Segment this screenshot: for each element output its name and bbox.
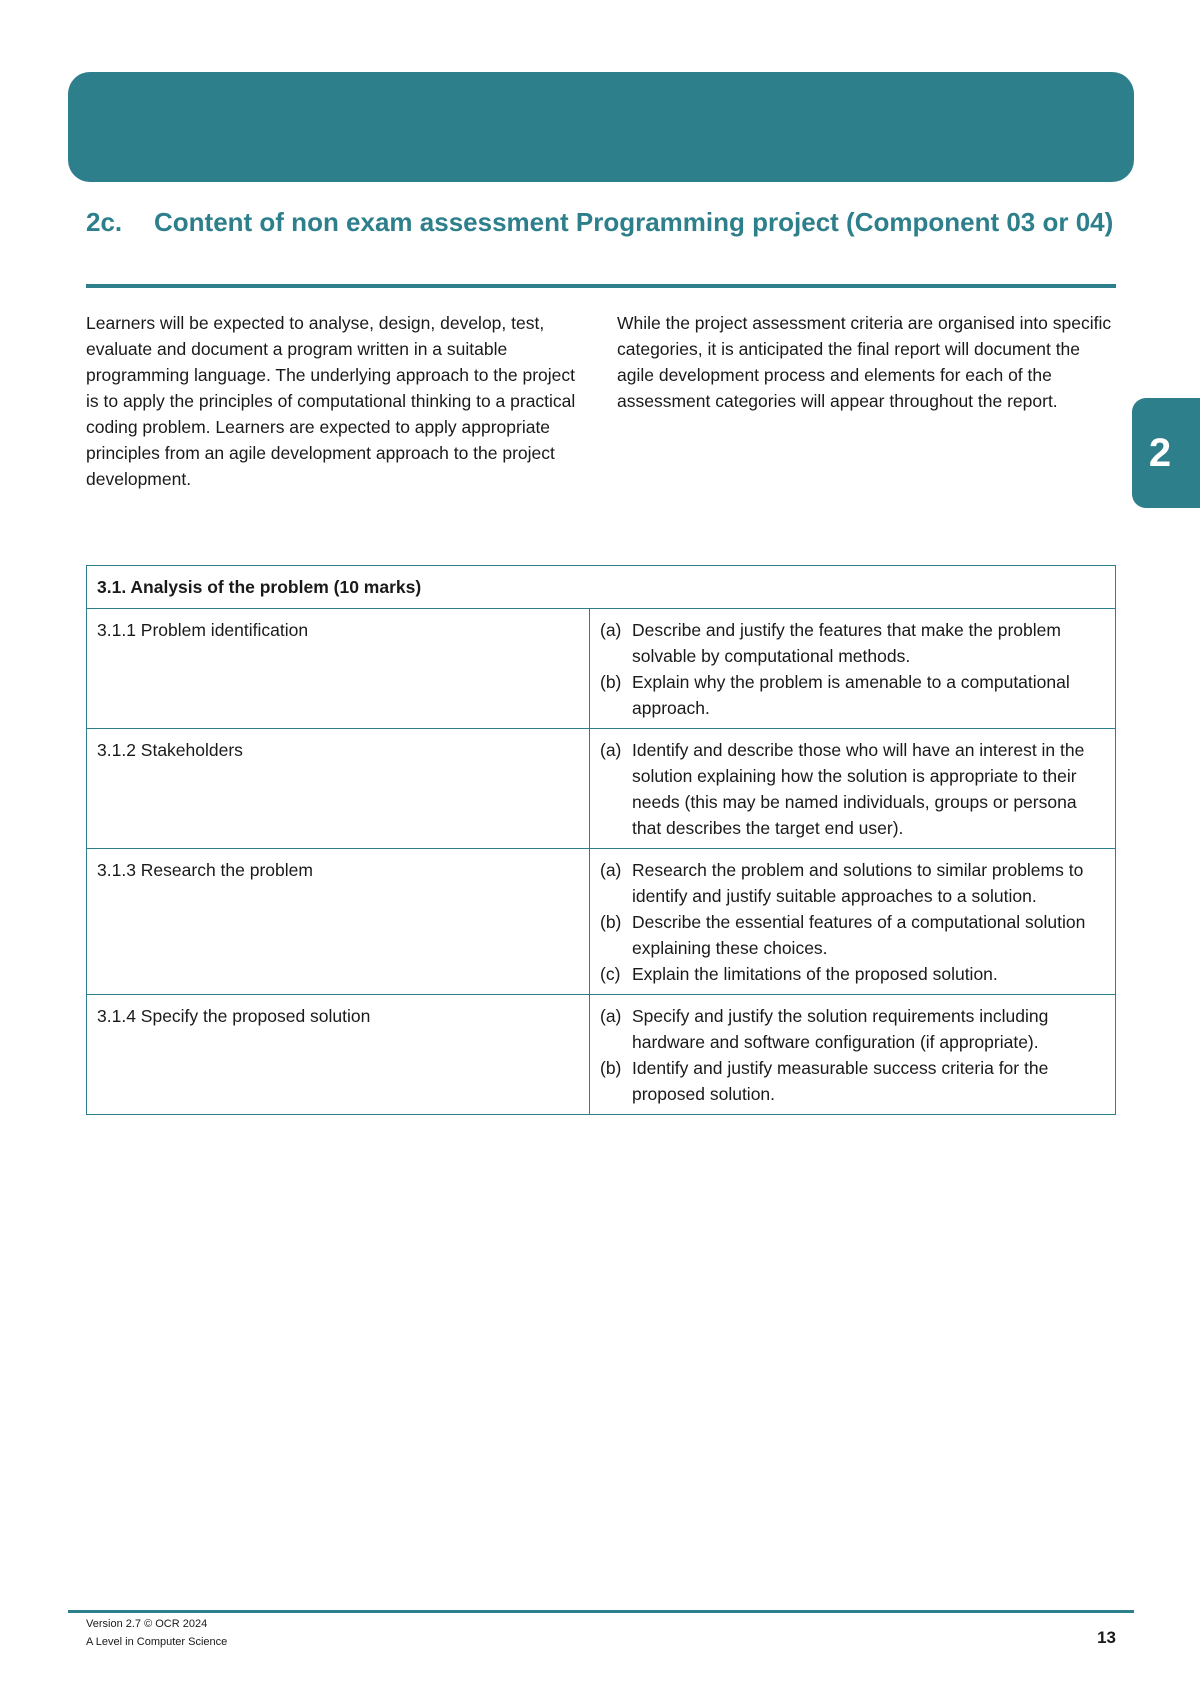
criterion-heading: 3.1.4 Specify the proposed solution bbox=[87, 995, 590, 1115]
list-item bbox=[600, 617, 1105, 669]
footer-version: Version 2.7 © OCR 2024 bbox=[86, 1618, 208, 1630]
chapter-tab-clip bbox=[1132, 398, 1200, 508]
table-title-row bbox=[87, 566, 1116, 609]
footer-course: A Level in Computer Science bbox=[86, 1636, 228, 1648]
table-row bbox=[87, 849, 1116, 995]
table-title: 3.1. Analysis of the problem (10 marks) bbox=[87, 566, 1116, 609]
list-item bbox=[600, 961, 1105, 987]
table-row bbox=[87, 729, 1116, 849]
item-text: Explain why the problem is amenable to a computational approach. bbox=[632, 672, 1070, 718]
header-banner bbox=[68, 72, 1134, 182]
list-item bbox=[600, 1055, 1105, 1107]
footer-divider bbox=[68, 1610, 1134, 1613]
criterion-items bbox=[590, 849, 1116, 995]
item-label: (b) bbox=[600, 1058, 622, 1078]
table-row bbox=[87, 995, 1116, 1115]
item-text: Explain the limitations of the proposed solution. bbox=[632, 964, 998, 984]
item-text: Describe the essential features of a computational solution explaining these choices. bbox=[632, 912, 1086, 958]
table-row bbox=[87, 609, 1116, 729]
criterion-items bbox=[590, 729, 1116, 849]
item-label: (a) bbox=[600, 1006, 622, 1026]
list-item bbox=[600, 669, 1105, 721]
item-text: Identify and justify measurable success criteria for the proposed solution. bbox=[632, 1058, 1049, 1104]
item-text: Specify and justify the solution requirements including hardware and software configuration (if appropriate). bbox=[632, 1006, 1049, 1052]
item-label: (c) bbox=[600, 964, 621, 984]
chapter-tab[interactable]: 2 bbox=[1132, 398, 1200, 508]
item-text: Research the problem and solutions to similar problems to identify and justify suitable approaches to a solution. bbox=[632, 860, 1084, 906]
criterion-items bbox=[590, 609, 1116, 729]
section-title: Content of non exam assessment Programming project (Component 03 or 04) bbox=[154, 207, 1114, 237]
item-label: (b) bbox=[600, 672, 622, 692]
section-number: 2c. bbox=[86, 207, 123, 237]
list-item bbox=[600, 909, 1105, 961]
page-number: 13 bbox=[1097, 1628, 1116, 1647]
list-item bbox=[600, 1003, 1105, 1055]
item-text: Describe and justify the features that make the problem solvable by computational methods. bbox=[632, 620, 1061, 666]
list-item bbox=[600, 857, 1105, 909]
criterion-items bbox=[590, 995, 1116, 1115]
intro-paragraph-right: While the project assessment criteria are organised into specific categories, it is anticipated the final report will document the agile development process and elements for each of the assessment categories will appear throughout the report. bbox=[617, 313, 1112, 411]
criterion-heading: 3.1.2 Stakeholders bbox=[87, 729, 590, 849]
criterion-heading: 3.1.1 Problem identification bbox=[87, 609, 590, 729]
assessment-criteria-table bbox=[86, 565, 1116, 1115]
section-heading bbox=[86, 204, 1116, 241]
item-text: Identify and describe those who will have an interest in the solution explaining how the solution is appropriate to their needs (this may be named individuals, groups or persona that describes the target end user). bbox=[632, 740, 1085, 838]
heading-divider bbox=[86, 284, 1116, 288]
item-label: (a) bbox=[600, 740, 622, 760]
intro-paragraph-left: Learners will be expected to analyse, design, develop, test, evaluate and document a program written in a suitable programming language. The underlying approach to the project is to apply the principles of computational thinking to a practical coding problem. Learners are expected to apply appropriate principles from an agile development approach to the project development. bbox=[86, 313, 576, 489]
criterion-heading: 3.1.3 Research the problem bbox=[87, 849, 590, 995]
list-item bbox=[600, 737, 1105, 841]
item-label: (a) bbox=[600, 620, 622, 640]
item-label: (b) bbox=[600, 912, 622, 932]
item-label: (a) bbox=[600, 860, 622, 880]
